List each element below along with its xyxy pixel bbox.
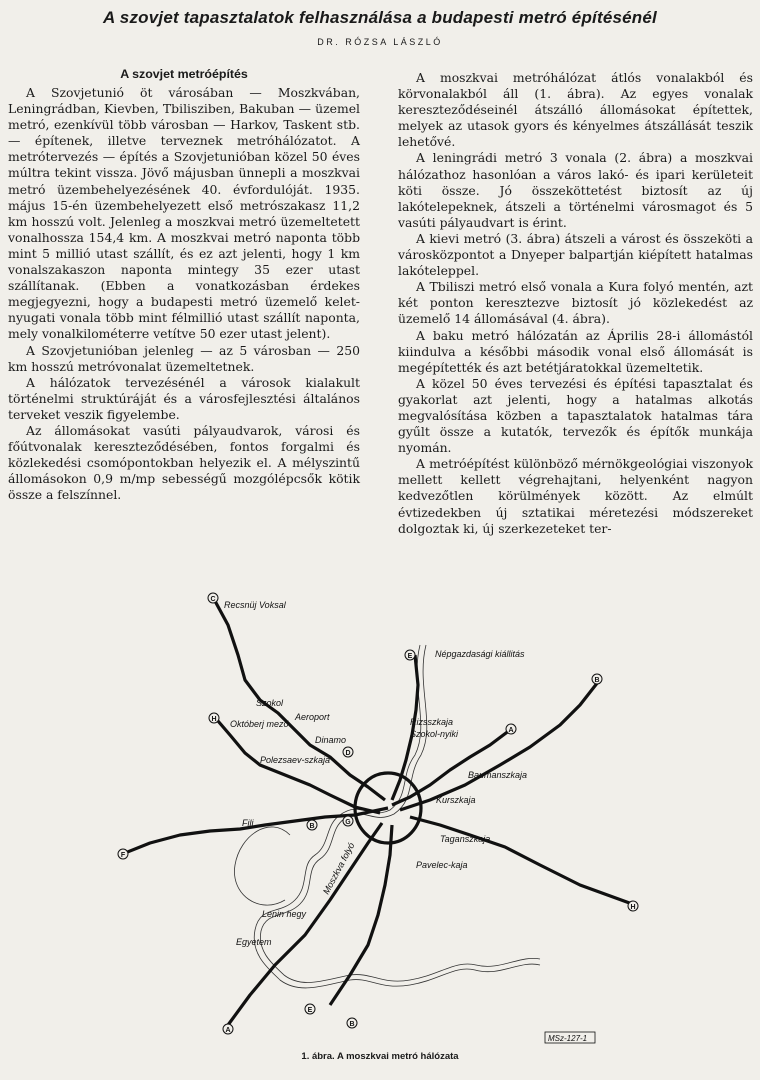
paragraph: A Szovjetunió öt városában — Moszkvában, Leningrádban, Kievben, Tbilisziben, Bakuban — üzemel metró, ezenkívül több városban — Harkov, Taskent stb. — építenek, illetve terveznek metróhálózatot. A metrótervezés — építés a Szovjetunióban közel 50 éves múltra tekint vissza. Jövő májusban ünnepli a moszkvai metró üzembehelyezésének 40. évfordulóját. 1935. május 15-én üzembehelyezett első metrószakasz 11,2 km hosszú volt. Jelenleg a moszkvai metró üzemeltetett vonalhossza 154,4 km. A moszkvai metró naponta több mint 5 millió utast szállít, és ez azt jelenti, hogy 1 km vonalszakaszon naponta mintegy 35 ezer utast szállítanak. (Ebben a vonatkozásban érdekes megjegyezni, hogy a budapesti metró üzemelő kelet-nyugati vonala több mint félmillió utast szállít naponta, mely vonalkilométerre vetítve 50 ezer utast jelent). bbox=[8, 85, 360, 342]
label-kurszkaja: Kurszkaja bbox=[436, 795, 476, 805]
figure-stamp: MSz-127-1 bbox=[548, 1034, 588, 1043]
svg-text:E: E bbox=[307, 1007, 313, 1014]
terminal-letters bbox=[121, 596, 636, 1034]
svg-text:A: A bbox=[508, 727, 514, 734]
svg-text:G: G bbox=[345, 819, 351, 826]
line-egyetem bbox=[228, 823, 382, 1025]
label-egyetem: Egyetem bbox=[236, 937, 272, 947]
metro-lines bbox=[125, 601, 635, 1025]
label-baumanszkaja: Baumanszkaja bbox=[468, 770, 528, 780]
label-lenin-hegy: Lenin hegy bbox=[262, 909, 307, 919]
svg-text:A: A bbox=[225, 1027, 231, 1034]
section-heading: A szovjet metróépítés bbox=[120, 67, 248, 81]
label-paveleckaja: Pavelec-kaja bbox=[416, 860, 468, 870]
svg-text:C: C bbox=[210, 596, 216, 603]
svg-text:D: D bbox=[345, 750, 351, 757]
svg-text:F: F bbox=[120, 852, 126, 859]
article-title: A szovjet tapasztalatok felhasználása a budapesti metró építésénél bbox=[103, 8, 657, 27]
label-recsnuj-voksal: Recsnüj Voksal bbox=[224, 600, 286, 610]
paragraph: A hálózatok tervezésénél a városok kialakult történelmi struktúráját és a városfejlesztési általános terveket veszik figyelembe. bbox=[8, 374, 360, 422]
river bbox=[234, 645, 540, 988]
label-fili: Fili bbox=[242, 818, 254, 828]
label-nepgazdasagi-kiallitas: Népgazdasági kiállitás bbox=[435, 649, 525, 659]
svg-text:B: B bbox=[349, 1021, 355, 1028]
label-dinamo: Dinamo bbox=[315, 735, 347, 745]
paragraph: A Tbiliszi metró első vonala a Kura folyó mentén, azt két ponton keresztezve biztosít jó közlekedést az üzemelő 14 állomásával (4. ábra). bbox=[398, 279, 753, 327]
label-moszkva-folyo: Moszkva folyó bbox=[320, 840, 357, 896]
moscow-metro-map bbox=[110, 585, 636, 1043]
paragraph: A közel 50 éves tervezési és építési tapasztalat és gyakorlat azt jelenti, hogy a hatalmas alkotás megvalósítása közben a tapasztalatok hatalmas tára gyűlt össze a kutatók, tervezők és építők munkája nyomán. bbox=[398, 375, 753, 456]
line-baumanszkaja bbox=[400, 682, 598, 810]
paragraph: A leningrádi metró 3 vonala (2. ábra) a moszkvai hálózathoz hasonlóan a város lakó- és ipari kerületeit köti össze. Jó összeköttetést biztosít az új lakótelepeknek, átszeli a történelmi városmagot és 5 vasúti pályaudvart is érint. bbox=[398, 150, 753, 230]
right-column bbox=[398, 70, 753, 537]
label-polezsaevszkaja: Polezsaev-szkaja bbox=[260, 755, 331, 765]
article-author: DR. RÓZSA LÁSZLÓ bbox=[317, 37, 443, 47]
svg-text:B: B bbox=[594, 677, 600, 684]
paragraph: A kievi metró (3. ábra) átszeli a várost és összeköti a városközpontot a Dnyeper balpartján kiépített hatalmas lakóteleppel. bbox=[398, 230, 753, 279]
label-aeroport: Aeroport bbox=[295, 712, 330, 722]
paragraph: A metróépítést különböző mérnökgeológiai viszonyok mellett kellett végrehajtani, helyenként nagyon kedvezőtlen körülmények között. Az elmúlt évtizedekben új sztatikai méretezési módszereket dolgoztak ki, új szerkezeteket ter- bbox=[398, 456, 753, 536]
label-oktoberj-mezo: Októberj mező bbox=[230, 719, 289, 729]
figure-caption: 1. ábra. A moszkvai metró hálózata bbox=[301, 1051, 459, 1062]
paragraph: A moszkvai metróhálózat átlós vonalakból és körvonalakból áll (1. ábra). Az egyes vonalak kereszteződéseinél átszálló állomásokat építettek, melyek az utasok gyors és kényelmes átszállását teszik lehetővé. bbox=[398, 70, 753, 150]
svg-text:H: H bbox=[630, 904, 636, 911]
line-zamoskvoreckaja bbox=[215, 601, 385, 800]
svg-text:B: B bbox=[309, 823, 315, 830]
paragraph: A baku metró hálózatán az Április 28-i állomástól kiindulva a későbbi második vonal első állomását is megépítették és azt betétjáratokkal üzemeltetik. bbox=[398, 327, 753, 375]
label-szokol: Szokol bbox=[256, 698, 284, 708]
paragraph: Az állomásokat vasúti pályaudvarok, városi és főútvonalak kereszteződésében, fontos forgalmi és közlekedési csomópontokban helyezik el. A mélyszintű állomásokon 0,9 m/mp sebességű mozgólépcsők kötik össze a felszínnel. bbox=[8, 422, 360, 503]
svg-text:E: E bbox=[407, 653, 413, 660]
svg-text:H: H bbox=[211, 716, 217, 723]
paragraph: A Szovjetunióban jelenleg — az 5 városban — 250 km hosszú metróvonalat üzemeltetnek. bbox=[8, 342, 360, 374]
label-taganszkaja: Taganszkaja bbox=[440, 834, 491, 844]
left-column bbox=[8, 66, 360, 503]
label-szokolnyiki: Szokol-nyiki bbox=[410, 729, 459, 739]
label-rizsszkaja: Rizsszkaja bbox=[410, 717, 454, 727]
